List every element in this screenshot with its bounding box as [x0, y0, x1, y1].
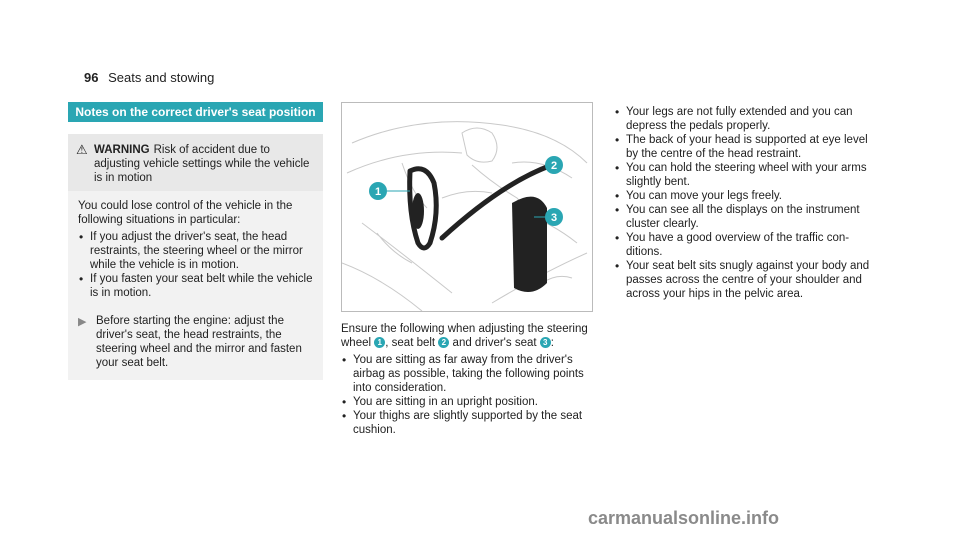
right-list — [614, 105, 874, 301]
warning-label: WARNING — [94, 144, 150, 156]
list-item: • If you adjust the driver's seat, the head restraints, the steering wheel or the mirror while the vehicle is in motion. — [78, 230, 313, 272]
list-item: • Your thighs are slightly supported by the seat cushion. — [341, 409, 596, 437]
warning-icon: ⚠ — [76, 142, 88, 157]
list-item: • Your seat belt sits snugly against your body and passes across the centre of your shoulder and across your hips in the pelvic area. — [614, 259, 874, 301]
list-item: • You can move your legs freely. — [614, 189, 874, 203]
middle-list — [341, 353, 596, 437]
warning-description: Risk of accident due to adjusting vehicle settings while the vehicle is in motion — [94, 144, 310, 184]
list-item: • You can hold the steering wheel with your arms slightly bent. — [614, 161, 874, 189]
middle-intro: Ensure the following when adjusting the steering wheel 1 , seat belt 2 and driver's seat 3 : — [341, 323, 588, 349]
watermark: carmanualsonline.info — [588, 508, 780, 528]
warning-body — [68, 191, 323, 380]
callout-2 — [545, 156, 563, 174]
section-title: Seats and stowing — [108, 70, 215, 85]
callout-marker: 3 — [540, 337, 551, 348]
callout-label: 1 — [374, 186, 382, 198]
action-step — [78, 314, 313, 370]
arrow-right-icon: ▶ — [78, 316, 87, 328]
callout-label: 2 — [550, 160, 558, 172]
callout-marker: 1 — [374, 337, 385, 348]
list-item: • You have a good overview of the traffic conditions. — [614, 231, 874, 259]
action-text: Before starting the engine: adjust the driver's seat, the head restraints, the steering wheel and the mirror and fasten your seat belt. — [96, 315, 302, 369]
callout-marker: 2 — [438, 337, 449, 348]
seat-position-figure — [341, 102, 593, 312]
list-item: • If you fasten your seat belt while the vehicle is in motion. — [78, 272, 313, 300]
warning-text — [94, 143, 315, 185]
warning-intro: You could lose control of the vehicle in the following situations in particular: — [78, 200, 293, 226]
list-item: • Your legs are not fully extended and you can depress the pedals properly. — [614, 105, 874, 133]
warning-box — [68, 134, 323, 191]
right-column — [614, 102, 874, 301]
notes-heading: Notes on the correct driver's seat position — [68, 102, 323, 122]
middle-text — [341, 322, 596, 437]
callout-label: 3 — [550, 212, 558, 224]
warning-list — [78, 230, 313, 300]
callout-1 — [369, 182, 410, 200]
left-column — [68, 102, 323, 380]
page-header — [84, 70, 214, 85]
list-item: • You are sitting in an upright position. — [341, 395, 596, 409]
list-item: • The back of your head is supported at eye level by the centre of the head restraint. — [614, 133, 874, 161]
page-number: 96 — [84, 70, 99, 85]
driver-seat-illustration — [342, 103, 592, 311]
list-item: • You are sitting as far away from the driver's airbag as possible, taking the following points into consideration. — [341, 353, 596, 395]
list-item: • You can see all the displays on the instrument cluster clearly. — [614, 203, 874, 231]
